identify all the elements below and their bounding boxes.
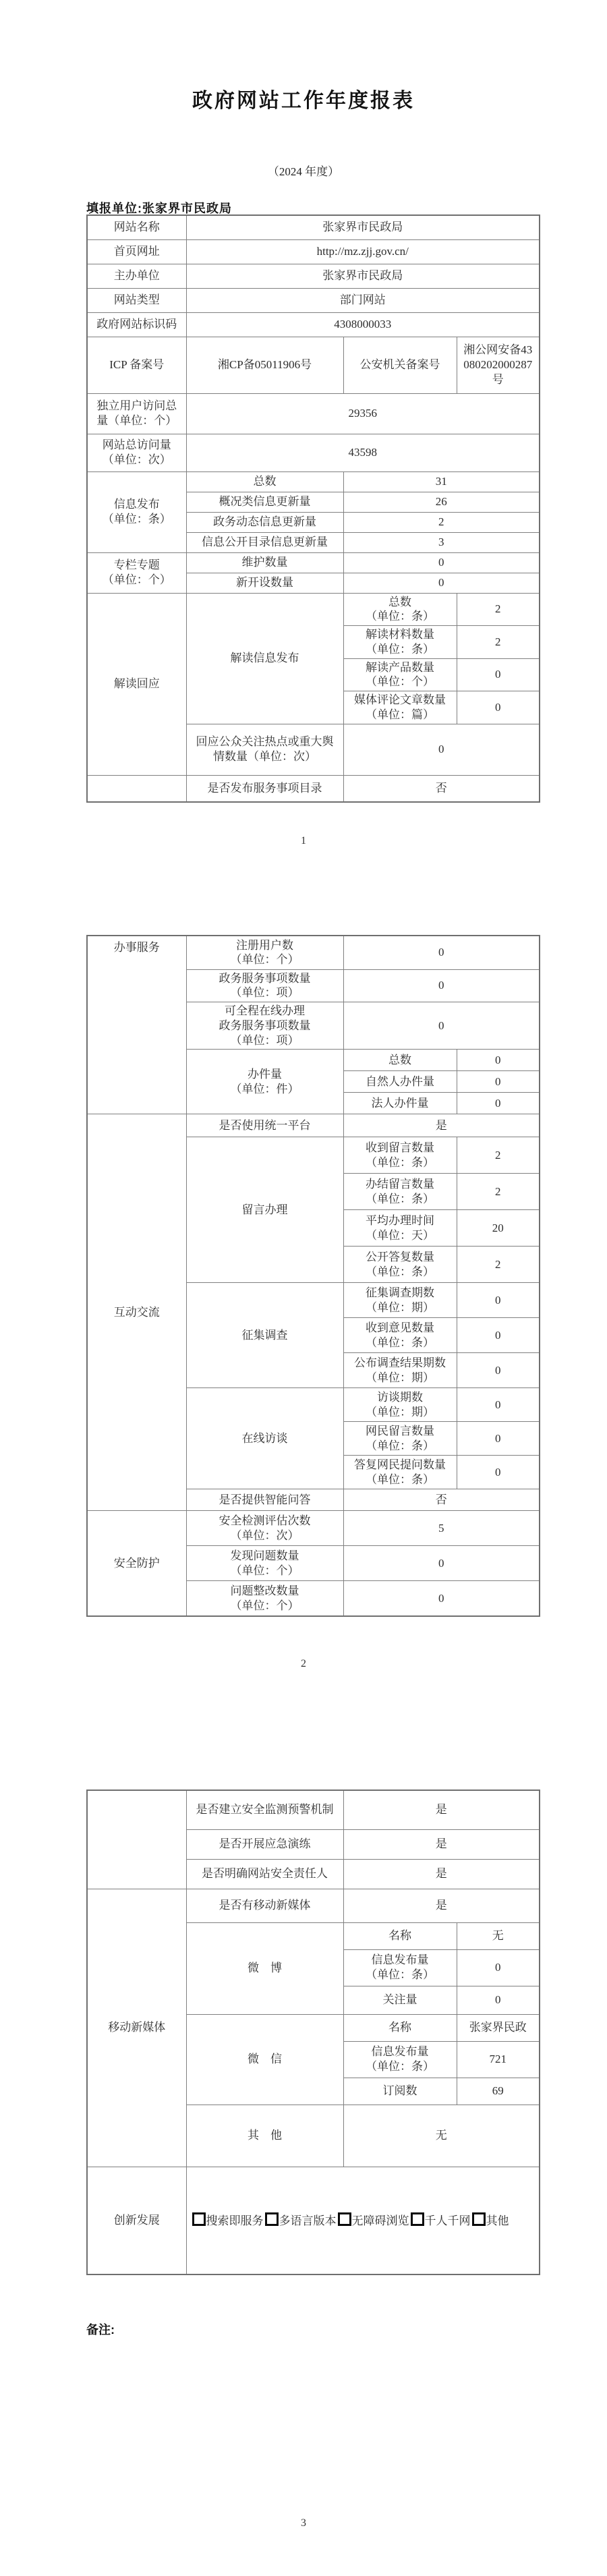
messages-done-value: 2 — [457, 1174, 540, 1210]
weibo-posts-unit: （单位：条） — [366, 1968, 434, 1981]
table-services-interaction-security — [86, 935, 540, 1617]
security-warning-value: 是 — [343, 1790, 540, 1829]
handled-section-label — [186, 1050, 343, 1114]
special-columns-section-label — [87, 552, 186, 593]
unique-visitors-value: 29356 — [186, 393, 540, 434]
security-fixed-label — [186, 1581, 343, 1616]
hotspot-response-value: 0 — [343, 724, 540, 775]
emergency-drill-label: 是否开展应急演练 — [186, 1829, 343, 1859]
security-checks-unit: （单位：次） — [230, 1528, 299, 1542]
survey-count-label-text: 征集调查期数 — [366, 1286, 434, 1299]
survey-opinions-unit: （单位：条） — [366, 1336, 434, 1349]
innovation-options-cell — [186, 2167, 540, 2274]
wechat-subs-value: 69 — [457, 2078, 540, 2105]
interviews-section-label: 在线访谈 — [186, 1388, 343, 1489]
checkbox-icon[interactable] — [338, 2212, 351, 2226]
wechat-posts-value: 721 — [457, 2041, 540, 2078]
interpret-section-label: 解读回应 — [87, 593, 186, 775]
unified-platform-label: 是否使用统一平台 — [186, 1114, 343, 1137]
messages-time-label — [343, 1210, 457, 1247]
messages-done-label — [343, 1174, 457, 1210]
security-section-label: 安全防护 — [87, 1511, 186, 1616]
online-items-label-line1: 可全程在线办理 — [225, 1004, 305, 1017]
total-visits-value: 43598 — [186, 434, 540, 471]
site-type-value: 部门网站 — [186, 288, 540, 312]
police-record-label: 公安机关备案号 — [343, 337, 457, 393]
interview-messages-unit: （单位：条） — [366, 1439, 434, 1452]
info-dynamic-value: 2 — [343, 512, 540, 532]
unified-platform-value: 是 — [343, 1114, 540, 1137]
messages-replied-label-text: 公开答复数量 — [366, 1251, 434, 1263]
police-record-value: 湘公网安备43080202000287号 — [457, 337, 540, 393]
info-catalog-label: 信息公开目录信息更新量 — [186, 532, 343, 552]
interpret-media-value: 0 — [457, 691, 540, 724]
handled-person-value: 0 — [457, 1071, 540, 1093]
security-found-label — [186, 1546, 343, 1581]
innovation-option-label: 无障碍浏览 — [351, 2214, 409, 2227]
innovation-option-label: 多语言版本 — [279, 2214, 337, 2227]
empty-cell — [87, 775, 186, 802]
wechat-posts-unit: （单位：条） — [366, 2060, 434, 2073]
emergency-drill-value: 是 — [343, 1829, 540, 1859]
service-directory-label: 是否发布服务事项目录 — [186, 775, 343, 802]
smart-qa-value: 否 — [343, 1489, 540, 1511]
info-publish-label: 信息发布 — [113, 498, 160, 511]
security-officer-label: 是否明确网站安全责任人 — [186, 1859, 343, 1889]
columns-maintained-value: 0 — [343, 552, 540, 573]
checkbox-icon[interactable] — [265, 2212, 279, 2226]
host-unit-label: 主办单位 — [87, 264, 186, 288]
interview-count-unit: （单位：期） — [366, 1405, 434, 1419]
handled-legal-value: 0 — [457, 1093, 540, 1114]
wechat-section-label: 微 信 — [186, 2014, 343, 2105]
table-basic-info — [86, 214, 540, 803]
report-year-subtitle: （2024 年度） — [267, 165, 340, 178]
wechat-name-label: 名称 — [343, 2014, 457, 2041]
handled-total-label: 总数 — [343, 1050, 457, 1071]
messages-time-unit: （单位：天） — [366, 1228, 434, 1242]
site-code-value: 4308000033 — [186, 312, 540, 337]
survey-count-label — [343, 1283, 457, 1318]
page-number-1: 1 — [301, 835, 306, 847]
messages-received-label — [343, 1137, 457, 1174]
service-items-value: 0 — [343, 969, 540, 1002]
messages-done-label-text: 办结留言数量 — [366, 1178, 434, 1191]
interpret-material-label — [343, 626, 457, 659]
interpret-total-label-text: 总数 — [388, 595, 411, 608]
checkbox-icon[interactable] — [411, 2212, 424, 2226]
info-publish-section-label — [87, 471, 186, 552]
other-media-label: 其 他 — [186, 2105, 343, 2167]
interpret-publish-label: 解读信息发布 — [186, 593, 343, 724]
interview-count-label — [343, 1388, 457, 1422]
interview-messages-label — [343, 1422, 457, 1456]
handled-legal-label: 法人办件量 — [343, 1093, 457, 1114]
smart-qa-label: 是否提供智能问答 — [186, 1489, 343, 1511]
has-mobile-media-value: 是 — [343, 1889, 540, 1922]
interpret-product-value: 0 — [457, 658, 540, 691]
registered-users-unit: （单位：个） — [230, 953, 299, 967]
notes-label: 备注: — [86, 2323, 115, 2337]
messages-replied-unit: （单位：条） — [366, 1265, 434, 1278]
mobile-media-section-label: 移动新媒体 — [87, 1889, 186, 2167]
handled-total-value: 0 — [457, 1050, 540, 1071]
security-found-value: 0 — [343, 1546, 540, 1581]
security-found-label-text: 发现问题数量 — [230, 1549, 299, 1562]
weibo-posts-label-text: 信息发布量 — [371, 1953, 429, 1967]
weibo-name-value: 无 — [457, 1922, 540, 1949]
home-url-label: 首页网址 — [87, 239, 186, 264]
handled-label: 办件量 — [248, 1068, 282, 1081]
service-items-unit: （单位：项） — [230, 986, 299, 1000]
total-visits-label: 网站总访问量（单位：次） — [87, 434, 186, 471]
survey-opinions-value: 0 — [457, 1318, 540, 1353]
security-found-unit: （单位：个） — [230, 1564, 299, 1577]
interpret-media-label-text: 媒体评论文章数量 — [354, 693, 446, 706]
innovation-section-label: 创新发展 — [87, 2167, 186, 2274]
interaction-section-label: 互动交流 — [87, 1114, 186, 1511]
columns-maintained-label: 维护数量 — [186, 552, 343, 573]
innovation-option-label: 千人千网 — [424, 2214, 471, 2227]
site-name-label: 网站名称 — [87, 215, 186, 239]
interview-messages-label-text: 网民留言数量 — [366, 1425, 434, 1437]
interview-replies-value: 0 — [457, 1456, 540, 1489]
security-checks-label — [186, 1511, 343, 1546]
handled-person-label: 自然人办件量 — [343, 1071, 457, 1093]
has-mobile-media-label: 是否有移动新媒体 — [186, 1889, 343, 1922]
survey-results-unit: （单位：期） — [366, 1371, 434, 1384]
wechat-posts-label-text: 信息发布量 — [371, 2045, 429, 2059]
interpret-media-unit: （单位：篇） — [366, 708, 434, 721]
page-title: 政府网站工作年度报表 — [192, 90, 415, 112]
messages-section-label: 留言办理 — [186, 1137, 343, 1283]
site-type-label: 网站类型 — [87, 288, 186, 312]
site-code-label: 政府网站标识码 — [87, 312, 186, 337]
info-publish-unit: （单位：条） — [102, 513, 171, 525]
interpret-total-value: 2 — [457, 593, 540, 626]
online-items-value: 0 — [343, 1002, 540, 1050]
page-number-2: 2 — [301, 1658, 306, 1669]
security-fixed-value: 0 — [343, 1581, 540, 1616]
wechat-posts-label — [343, 2041, 457, 2078]
registered-users-label — [186, 936, 343, 969]
info-total-label: 总数 — [186, 471, 343, 492]
security-fixed-label-text: 问题整改数量 — [230, 1584, 299, 1597]
innovation-option-label: 搜索即服务 — [206, 2214, 264, 2227]
security-checks-value: 5 — [343, 1511, 540, 1546]
security-fixed-unit: （单位：个） — [230, 1599, 299, 1612]
empty-cell — [87, 1790, 186, 1889]
messages-replied-label — [343, 1247, 457, 1283]
checkbox-icon[interactable] — [192, 2212, 206, 2226]
interview-replies-unit: （单位：条） — [366, 1472, 434, 1486]
messages-received-unit: （单位：条） — [366, 1155, 434, 1169]
interview-replies-label-text: 答复网民提问数量 — [354, 1458, 446, 1471]
interpret-media-label — [343, 691, 457, 724]
interview-messages-value: 0 — [457, 1422, 540, 1456]
registered-users-value: 0 — [343, 936, 540, 969]
weibo-name-label: 名称 — [343, 1922, 457, 1949]
interpret-total-label — [343, 593, 457, 626]
wechat-subs-label: 订阅数 — [343, 2078, 457, 2105]
reporting-unit: 填报单位:张家界市民政局 — [86, 202, 232, 215]
interview-count-value: 0 — [457, 1388, 540, 1422]
interpret-material-unit: （单位：条） — [366, 642, 434, 656]
wechat-name-value: 张家界民政 — [457, 2014, 540, 2041]
weibo-followers-label: 关注量 — [343, 1986, 457, 2014]
handled-unit: （单位：件） — [230, 1082, 299, 1095]
other-media-value: 无 — [343, 2105, 540, 2167]
checkbox-icon[interactable] — [472, 2212, 486, 2226]
columns-new-label: 新开设数量 — [186, 573, 343, 593]
info-overview-label: 概况类信息更新量 — [186, 492, 343, 512]
survey-count-value: 0 — [457, 1283, 540, 1318]
registered-users-label-text: 注册用户数 — [236, 938, 293, 952]
interpret-product-unit: （单位：个） — [366, 675, 434, 689]
service-directory-value: 否 — [343, 775, 540, 802]
info-total-value: 31 — [343, 471, 540, 492]
online-items-label — [186, 1002, 343, 1050]
table-mobile-innovation — [86, 1790, 540, 2275]
online-items-unit: （单位：项） — [230, 1033, 299, 1047]
interpret-total-unit: （单位：条） — [366, 610, 434, 623]
special-columns-label: 专栏专题 — [113, 559, 160, 572]
survey-results-value: 0 — [457, 1353, 540, 1388]
survey-count-unit: （单位：期） — [366, 1300, 434, 1314]
surveys-section-label: 征集调查 — [186, 1283, 343, 1388]
home-url-value: http://mz.zjj.gov.cn/ — [186, 239, 540, 264]
survey-results-label — [343, 1353, 457, 1388]
interpret-material-value: 2 — [457, 626, 540, 659]
messages-received-label-text: 收到留言数量 — [366, 1141, 434, 1154]
info-catalog-value: 3 — [343, 532, 540, 552]
weibo-section-label: 微 博 — [186, 1922, 343, 2014]
interview-replies-label — [343, 1456, 457, 1489]
innovation-option-label: 其他 — [486, 2214, 509, 2227]
online-items-label-line2: 政务服务事项数量 — [219, 1019, 311, 1032]
security-officer-value: 是 — [343, 1859, 540, 1889]
messages-received-value: 2 — [457, 1137, 540, 1174]
service-section-label: 办事服务 — [87, 936, 186, 1114]
security-warning-label: 是否建立安全监测预警机制 — [186, 1790, 343, 1829]
page-number-3: 3 — [301, 2517, 306, 2529]
weibo-posts-label — [343, 1949, 457, 1986]
survey-opinions-label — [343, 1318, 457, 1353]
messages-replied-value: 2 — [457, 1247, 540, 1283]
hotspot-response-label: 回应公众关注热点或重大舆情数量（单位：次） — [186, 724, 343, 775]
weibo-followers-value: 0 — [457, 1986, 540, 2014]
messages-time-value: 20 — [457, 1210, 540, 1247]
interpret-product-label-text: 解读产品数量 — [366, 660, 434, 674]
messages-time-label-text: 平均办理时间 — [366, 1214, 434, 1227]
service-items-label — [186, 969, 343, 1002]
service-items-label-text: 政务服务事项数量 — [219, 971, 311, 985]
unique-visitors-label: 独立用户访问总量（单位：个） — [87, 393, 186, 434]
survey-opinions-label-text: 收到意见数量 — [366, 1321, 434, 1334]
interpret-product-label — [343, 658, 457, 691]
messages-done-unit: （单位：条） — [366, 1192, 434, 1205]
host-unit-value: 张家界市民政局 — [186, 264, 540, 288]
columns-new-value: 0 — [343, 573, 540, 593]
icp-value: 湘CP备05011906号 — [186, 337, 343, 393]
icp-label: ICP 备案号 — [87, 337, 186, 393]
special-columns-unit: （单位：个） — [102, 573, 171, 586]
info-dynamic-label: 政务动态信息更新量 — [186, 512, 343, 532]
info-overview-value: 26 — [343, 492, 540, 512]
interview-count-label-text: 访谈期数 — [377, 1391, 423, 1404]
survey-results-label-text: 公布调查结果期数 — [354, 1356, 446, 1369]
security-checks-label-text: 安全检测评估次数 — [219, 1514, 311, 1527]
interpret-material-label-text: 解读材料数量 — [366, 628, 434, 641]
weibo-posts-value: 0 — [457, 1949, 540, 1986]
site-name-value: 张家界市民政局 — [186, 215, 540, 239]
